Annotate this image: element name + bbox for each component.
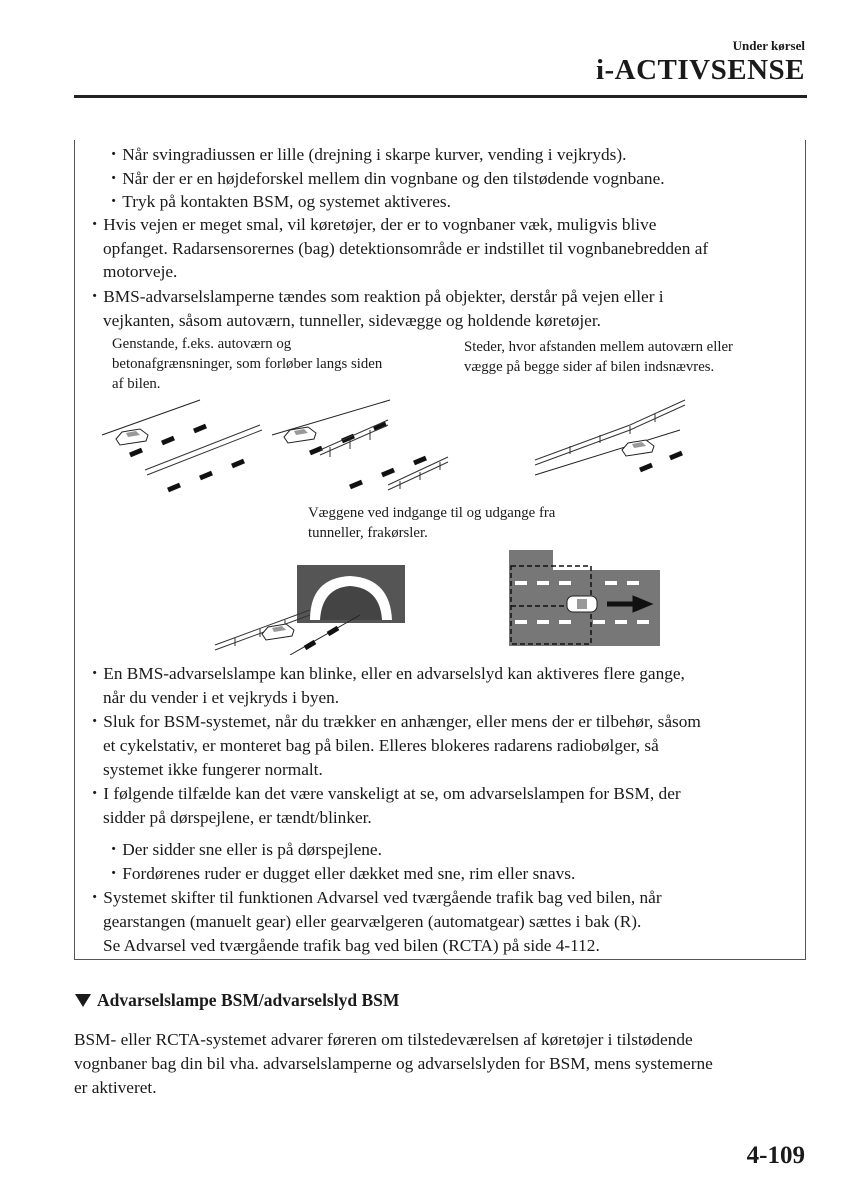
- note-line: ・En BMS-advarselslampe kan blinke, eller en advarselslyd kan aktiveres flere gange,: [86, 664, 685, 683]
- guardrail-illustration: [270, 395, 450, 495]
- note-line: ・Fordørenes ruder er dugget eller dækket med sne, rim eller snavs.: [105, 864, 576, 883]
- figure-caption-left: Genstande, f.eks. autoværn og: [112, 336, 292, 352]
- body-line: vognbaner bag din bil vha. advarselslamperne og advarselslyden for BSM, mens systemerne: [74, 1054, 713, 1073]
- car-icon: [567, 596, 597, 612]
- figure-caption-right: Steder, hvor afstanden mellem autoværn eller: [464, 339, 733, 355]
- figure-caption-left: af bilen.: [112, 376, 161, 392]
- tunnel-illustration: [210, 560, 410, 655]
- note-line: ・Systemet skifter til funktionen Advarsel ved tværgående trafik bag ved bilen, når: [86, 888, 662, 907]
- note-line: ・Der sidder sne eller is på dørspejlene.: [105, 840, 382, 859]
- note-line: opfanget. Radarsensorernes (bag) detektionsområde er indstillet til vognbanebredden af: [103, 239, 709, 258]
- note-line: ・Sluk for BSM-systemet, når du trækker en anhænger, eller mens der er tilbehør, såsom: [86, 712, 701, 731]
- note-line: ・Når der er en højdeforskel mellem din vognbane og den tilstødende vognbane.: [105, 169, 665, 188]
- page-number: 4-109: [746, 1142, 805, 1169]
- note-line: systemet ikke fungerer normalt.: [103, 760, 323, 779]
- figure-caption-tunnel: Væggene ved indgange til og udgange fra: [308, 505, 556, 521]
- narrowing-road-illustration: [530, 390, 690, 500]
- figure-caption-left: betonafgrænsninger, som forløber langs siden: [112, 356, 383, 372]
- section-label: Under kørsel: [732, 38, 805, 53]
- note-line: ・Hvis vejen er meget smal, vil køretøjer, der er to vognbaner væk, muligvis blive: [86, 215, 657, 234]
- car-icon: [284, 427, 316, 443]
- note-line: ・Når svingradiussen er lille (drejning i skarpe kurver, vending i vejkryds).: [105, 145, 627, 164]
- note-line: ・I følgende tilfælde kan det være vanskeligt at se, om advarselslampen for BSM, der: [86, 784, 681, 803]
- body-line: BSM- eller RCTA-systemet advarer føreren om tilstedeværelsen af køretøjer i tilstødende: [74, 1030, 693, 1049]
- note-line: gearstangen (manuelt gear) eller gearvælgeren (automatgear) sættes i bak (R).: [103, 912, 642, 931]
- triangle-down-icon: [75, 994, 91, 1007]
- sub-heading-text: Advarselslampe BSM/advarselslyd BSM: [97, 990, 400, 1010]
- note-line: Se Advarsel ved tværgående trafik bag ved bilen (RCTA) på side 4-112.: [103, 936, 600, 955]
- page-title: i-ACTIVSENSE: [595, 54, 805, 86]
- note-line: sidder på dørspejlene, er tændt/blinker.: [103, 808, 372, 827]
- header-rule: [74, 95, 807, 98]
- body-line: er aktiveret.: [74, 1078, 157, 1097]
- note-line: ・Tryk på kontakten BSM, og systemet aktiveres.: [105, 192, 451, 211]
- car-icon: [116, 429, 148, 445]
- note-line: motorveje.: [103, 262, 178, 281]
- sub-heading: [75, 990, 399, 1011]
- note-line: vejkanten, såsom autoværn, tunneller, sidevægge og holdende køretøjer.: [103, 311, 601, 330]
- note-box: [74, 140, 806, 960]
- note-line: når du vender i et vejkryds i byen.: [103, 688, 340, 707]
- road-illustration: [100, 395, 270, 495]
- figure-caption-tunnel: tunneller, frakørsler.: [308, 525, 428, 541]
- figure-caption-right: vægge på begge sider af bilen indsnævres.: [464, 359, 715, 375]
- note-line: et cykelstativ, er monteret bag på bilen. Elleres blokeres radarens radiobølger, så: [103, 736, 659, 755]
- note-line: ・BMS-advarselslamperne tændes som reaktion på objekter, derstår på vejen eller i: [86, 287, 664, 306]
- exit-lane-illustration: [495, 548, 665, 650]
- car-icon: [622, 440, 654, 456]
